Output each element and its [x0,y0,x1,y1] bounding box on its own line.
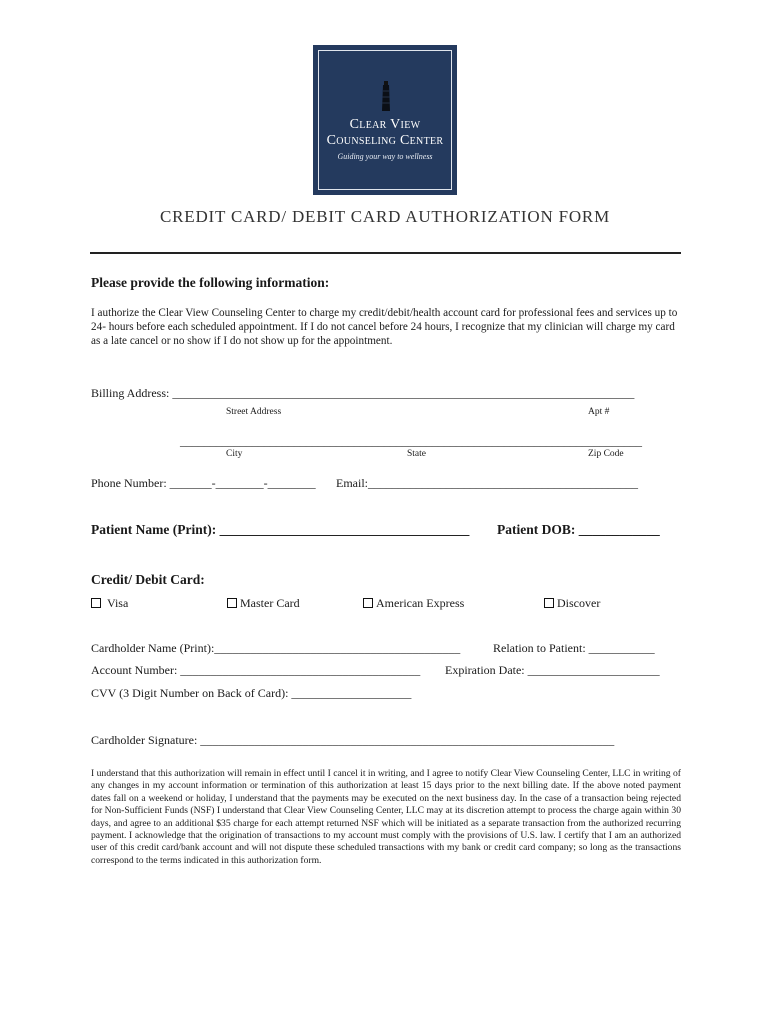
master-card-checkbox[interactable] [227,598,237,608]
patient-dob-field[interactable]: Patient DOB: ____________ [497,522,660,537]
phone-number-field[interactable]: Phone Number: _______-________-________ [91,476,316,490]
billing-address-line2-field[interactable]: _____________________________________________________________________________ [180,434,642,448]
authorization-terms: I understand that this authorization will remain in effect until I cancel it in writing, and I agree to notify Clear View Counseling Center, LLC in writing of any changes in my account information or termination of this authorization at least 15 days prior to the next billing date. If the above noted payment dates fall on a weekend or holiday, I understand that the payments may be executed on the next business day. In the case of a transaction being rejected for Non-Sufficient Funds (NSF) I understand that Clear View Counseling Center, LLC may at its discretion attempt to process the charge again within 30 days, and agree to an additional $35 charge for each attempt returned NSF which will be initiated as a separate transaction from the authorized recurring payment. I acknowledge that the origination of transactions to my account must comply with the provisions of U.S. law. I certify that I am an authorized user of this credit card/bank account and will not dispute these scheduled transactions with my bank or credit card company; so long as the transactions correspond to the terms indicated in this authorization form. [91,768,681,866]
billing-address-field[interactable]: Billing Address: _____________________________________________________________________________ [91,386,635,400]
card-option-american-express[interactable] [363,596,464,611]
form-title: CREDIT CARD/ DEBIT CARD AUTHORIZATION FORM [160,207,610,226]
apt-label: Apt # [588,407,610,417]
visa-label: Visa [107,596,129,610]
patient-name-field[interactable]: Patient Name (Print): _____________________________________ [91,522,470,537]
logo-name-line2: Counseling Center [326,133,444,148]
city-label: City [226,449,243,459]
relation-to-patient-field[interactable]: Relation to Patient: ___________ [493,641,655,655]
discover-label: Discover [557,596,601,610]
discover-checkbox[interactable] [544,598,554,608]
zip-code-label: Zip Code [588,449,624,459]
intro-heading: Please provide the following information: [91,275,330,290]
logo-name-line1: Clear View [349,117,421,132]
logo-frame [318,50,452,190]
card-option-master-card[interactable] [227,596,300,611]
expiration-date-field[interactable]: Expiration Date: ______________________ [445,663,660,677]
card-type-heading: Credit/ Debit Card: [91,572,205,587]
state-label: State [407,449,426,459]
email-field[interactable]: Email:_____________________________________________ [336,476,638,490]
title-divider [90,252,681,254]
intro-paragraph: I authorize the Clear View Counseling Center to charge my credit/debit/health account card for professional fees and services up to 24- hours before each scheduled appointment. If I do not cancel before 24 hours, I recognize that my clinician will charge my card as a late cancel or no show if I do not show up for the appointment. [91,307,678,347]
lighthouse-icon [381,81,391,111]
street-address-label: Street Address [226,407,282,417]
logo-tagline: Guiding your way to wellness [337,152,433,161]
cardholder-name-field[interactable]: Cardholder Name (Print):_________________________________________ [91,641,461,655]
account-number-field[interactable]: Account Number: ________________________________________ [91,663,421,677]
card-option-visa[interactable] [91,596,128,611]
cardholder-signature-field[interactable]: Cardholder Signature: _____________________________________________________________________ [91,733,615,747]
cvv-field[interactable]: CVV (3 Digit Number on Back of Card): ____________________ [91,686,412,700]
american-express-label: American Express [376,596,465,610]
clinic-logo [313,45,457,195]
master-card-label: Master Card [240,596,300,610]
card-option-discover[interactable] [544,596,600,611]
visa-checkbox[interactable] [91,598,101,608]
american-express-checkbox[interactable] [363,598,373,608]
